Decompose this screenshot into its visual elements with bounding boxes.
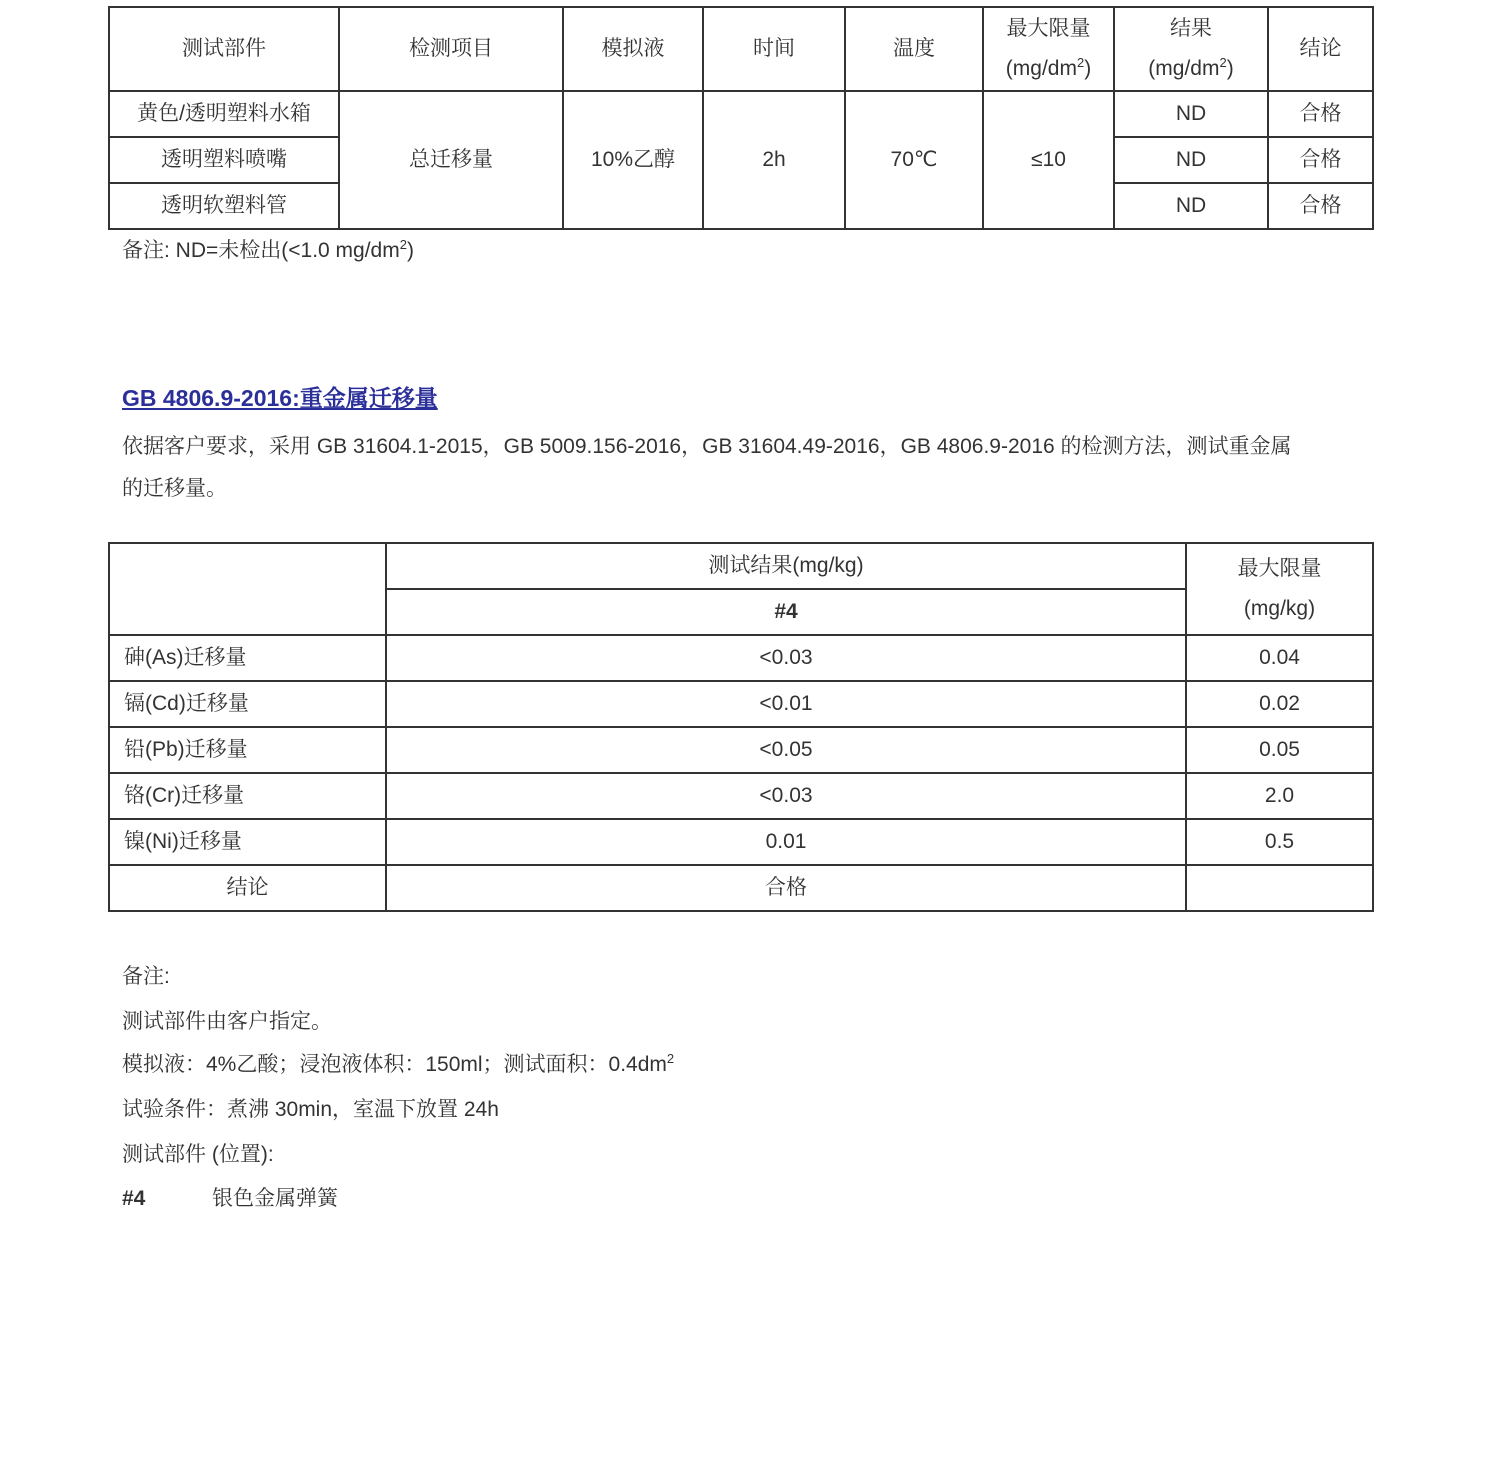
- header-max-limit-line1: 最大限量: [1237, 557, 1322, 581]
- header-max-limit-line2: (mg/kg): [1243, 597, 1316, 620]
- metal-name: 砷(As)迁移量: [109, 635, 386, 681]
- metal-name: 镍(Ni)迁移量: [109, 819, 386, 865]
- header-result-sup: 2: [1219, 55, 1227, 70]
- table-header-row: [109, 543, 1373, 589]
- shared-simulant: 10%乙醇: [563, 91, 703, 229]
- section-description: [122, 426, 1442, 510]
- result-value: ND: [1114, 137, 1268, 183]
- metal-value: <0.03: [386, 635, 1186, 681]
- table-header-row: [109, 7, 1373, 91]
- metal-limit: 2.0: [1186, 773, 1373, 819]
- metal-name: 镉(Cd)迁移量: [109, 681, 386, 727]
- header-max-limit-line1: 最大限量: [1006, 17, 1091, 41]
- metal-value: <0.01: [386, 681, 1186, 727]
- notes-line2-sup: 2: [666, 1051, 675, 1066]
- shared-max-limit: ≤10: [983, 91, 1114, 229]
- section-title-link[interactable]: GB 4806.9-2016:重金属迁移量: [122, 385, 438, 411]
- table-row: [109, 91, 1373, 137]
- header-simulant: 模拟液: [563, 7, 703, 91]
- header-max-limit: [983, 7, 1114, 91]
- section-description-line2: 的迁移量。: [122, 477, 227, 500]
- header-empty-cell: [109, 543, 386, 635]
- table-row: [109, 635, 1373, 681]
- header-part: 测试部件: [109, 7, 339, 91]
- shared-temperature: 70℃: [845, 91, 983, 229]
- result-value: ND: [1114, 91, 1268, 137]
- metal-value: <0.05: [386, 727, 1186, 773]
- notes-title: 备注:: [122, 965, 170, 988]
- part-name: 透明软塑料管: [109, 183, 339, 229]
- migration-note-sup: 2: [399, 237, 407, 252]
- header-time: 时间: [703, 7, 845, 91]
- header-conclusion: 结论: [1268, 7, 1373, 91]
- conclusion-value: 合格: [386, 865, 1186, 911]
- header-item: 检测项目: [339, 7, 563, 91]
- notes-line1: 测试部件由客户指定。: [122, 1010, 332, 1033]
- conclusion-label: 结论: [109, 865, 386, 911]
- part-name: 透明塑料喷嘴: [109, 137, 339, 183]
- overall-migration-table: [108, 6, 1374, 230]
- shared-time: 2h: [703, 91, 845, 229]
- conclusion-value: 合格: [1268, 183, 1373, 229]
- part-name: 黄色/透明塑料水箱: [109, 91, 339, 137]
- notes-line2: [122, 1048, 674, 1078]
- conclusion-empty-cell: [1186, 865, 1373, 911]
- header-result-close: ): [1226, 57, 1234, 80]
- notes-line2-text: 模拟液：4%乙酸；浸泡液体积：150ml；测试面积：0.4dm: [122, 1053, 667, 1076]
- table-row: [109, 819, 1373, 865]
- metal-limit: 0.05: [1186, 727, 1373, 773]
- header-max-limit-unit: [1006, 57, 1091, 80]
- part-code: #4: [122, 1187, 146, 1210]
- header-sample: #4: [386, 589, 1186, 635]
- metal-limit: 0.02: [1186, 681, 1373, 727]
- conclusion-value: 合格: [1268, 91, 1373, 137]
- header-temperature: 温度: [845, 7, 983, 91]
- migration-note-close: ): [406, 239, 414, 262]
- metal-limit: 0.5: [1186, 819, 1373, 865]
- result-value: ND: [1114, 183, 1268, 229]
- metal-name: 铅(Pb)迁移量: [109, 727, 386, 773]
- header-result-line1: 结果: [1170, 17, 1212, 41]
- table-row: [109, 865, 1373, 911]
- conclusion-value: 合格: [1268, 137, 1373, 183]
- metal-name: 铬(Cr)迁移量: [109, 773, 386, 819]
- shared-item: 总迁移量: [339, 91, 563, 229]
- migration-note: [122, 234, 414, 264]
- notes-line3: 试验条件：煮沸 30min，室温下放置 24h: [122, 1098, 499, 1121]
- header-result-group: 测试结果(mg/kg): [386, 543, 1186, 589]
- section-description-line1: 依据客户要求，采用 GB 31604.1-2015，GB 5009.156-2016，GB 31604.49-2016，GB 4806.9-2016 的检测方法，测试重金属: [122, 435, 1292, 458]
- header-max-limit-close: ): [1084, 57, 1092, 80]
- migration-note-text: 备注: ND=未检出(<1.0 mg/dm: [122, 239, 400, 262]
- table-row: [109, 727, 1373, 773]
- header-result-unit-text: (mg/dm: [1148, 57, 1220, 80]
- header-max-limit-sup: 2: [1076, 55, 1085, 70]
- metal-limit: 0.04: [1186, 635, 1373, 681]
- notes-line4: 测试部件 (位置):: [122, 1143, 274, 1166]
- table-row: [109, 681, 1373, 727]
- header-result: [1114, 7, 1268, 91]
- header-max-limit: [1186, 543, 1373, 635]
- header-max-limit-unit-text: (mg/dm: [1005, 57, 1077, 80]
- notes-part-row: [122, 1182, 338, 1212]
- metal-value: 0.01: [386, 819, 1186, 865]
- table-row: [109, 773, 1373, 819]
- metal-value: <0.03: [386, 773, 1186, 819]
- header-result-unit: [1148, 57, 1233, 80]
- part-name: 银色金属弹簧: [212, 1187, 338, 1210]
- heavy-metal-table: [108, 542, 1374, 912]
